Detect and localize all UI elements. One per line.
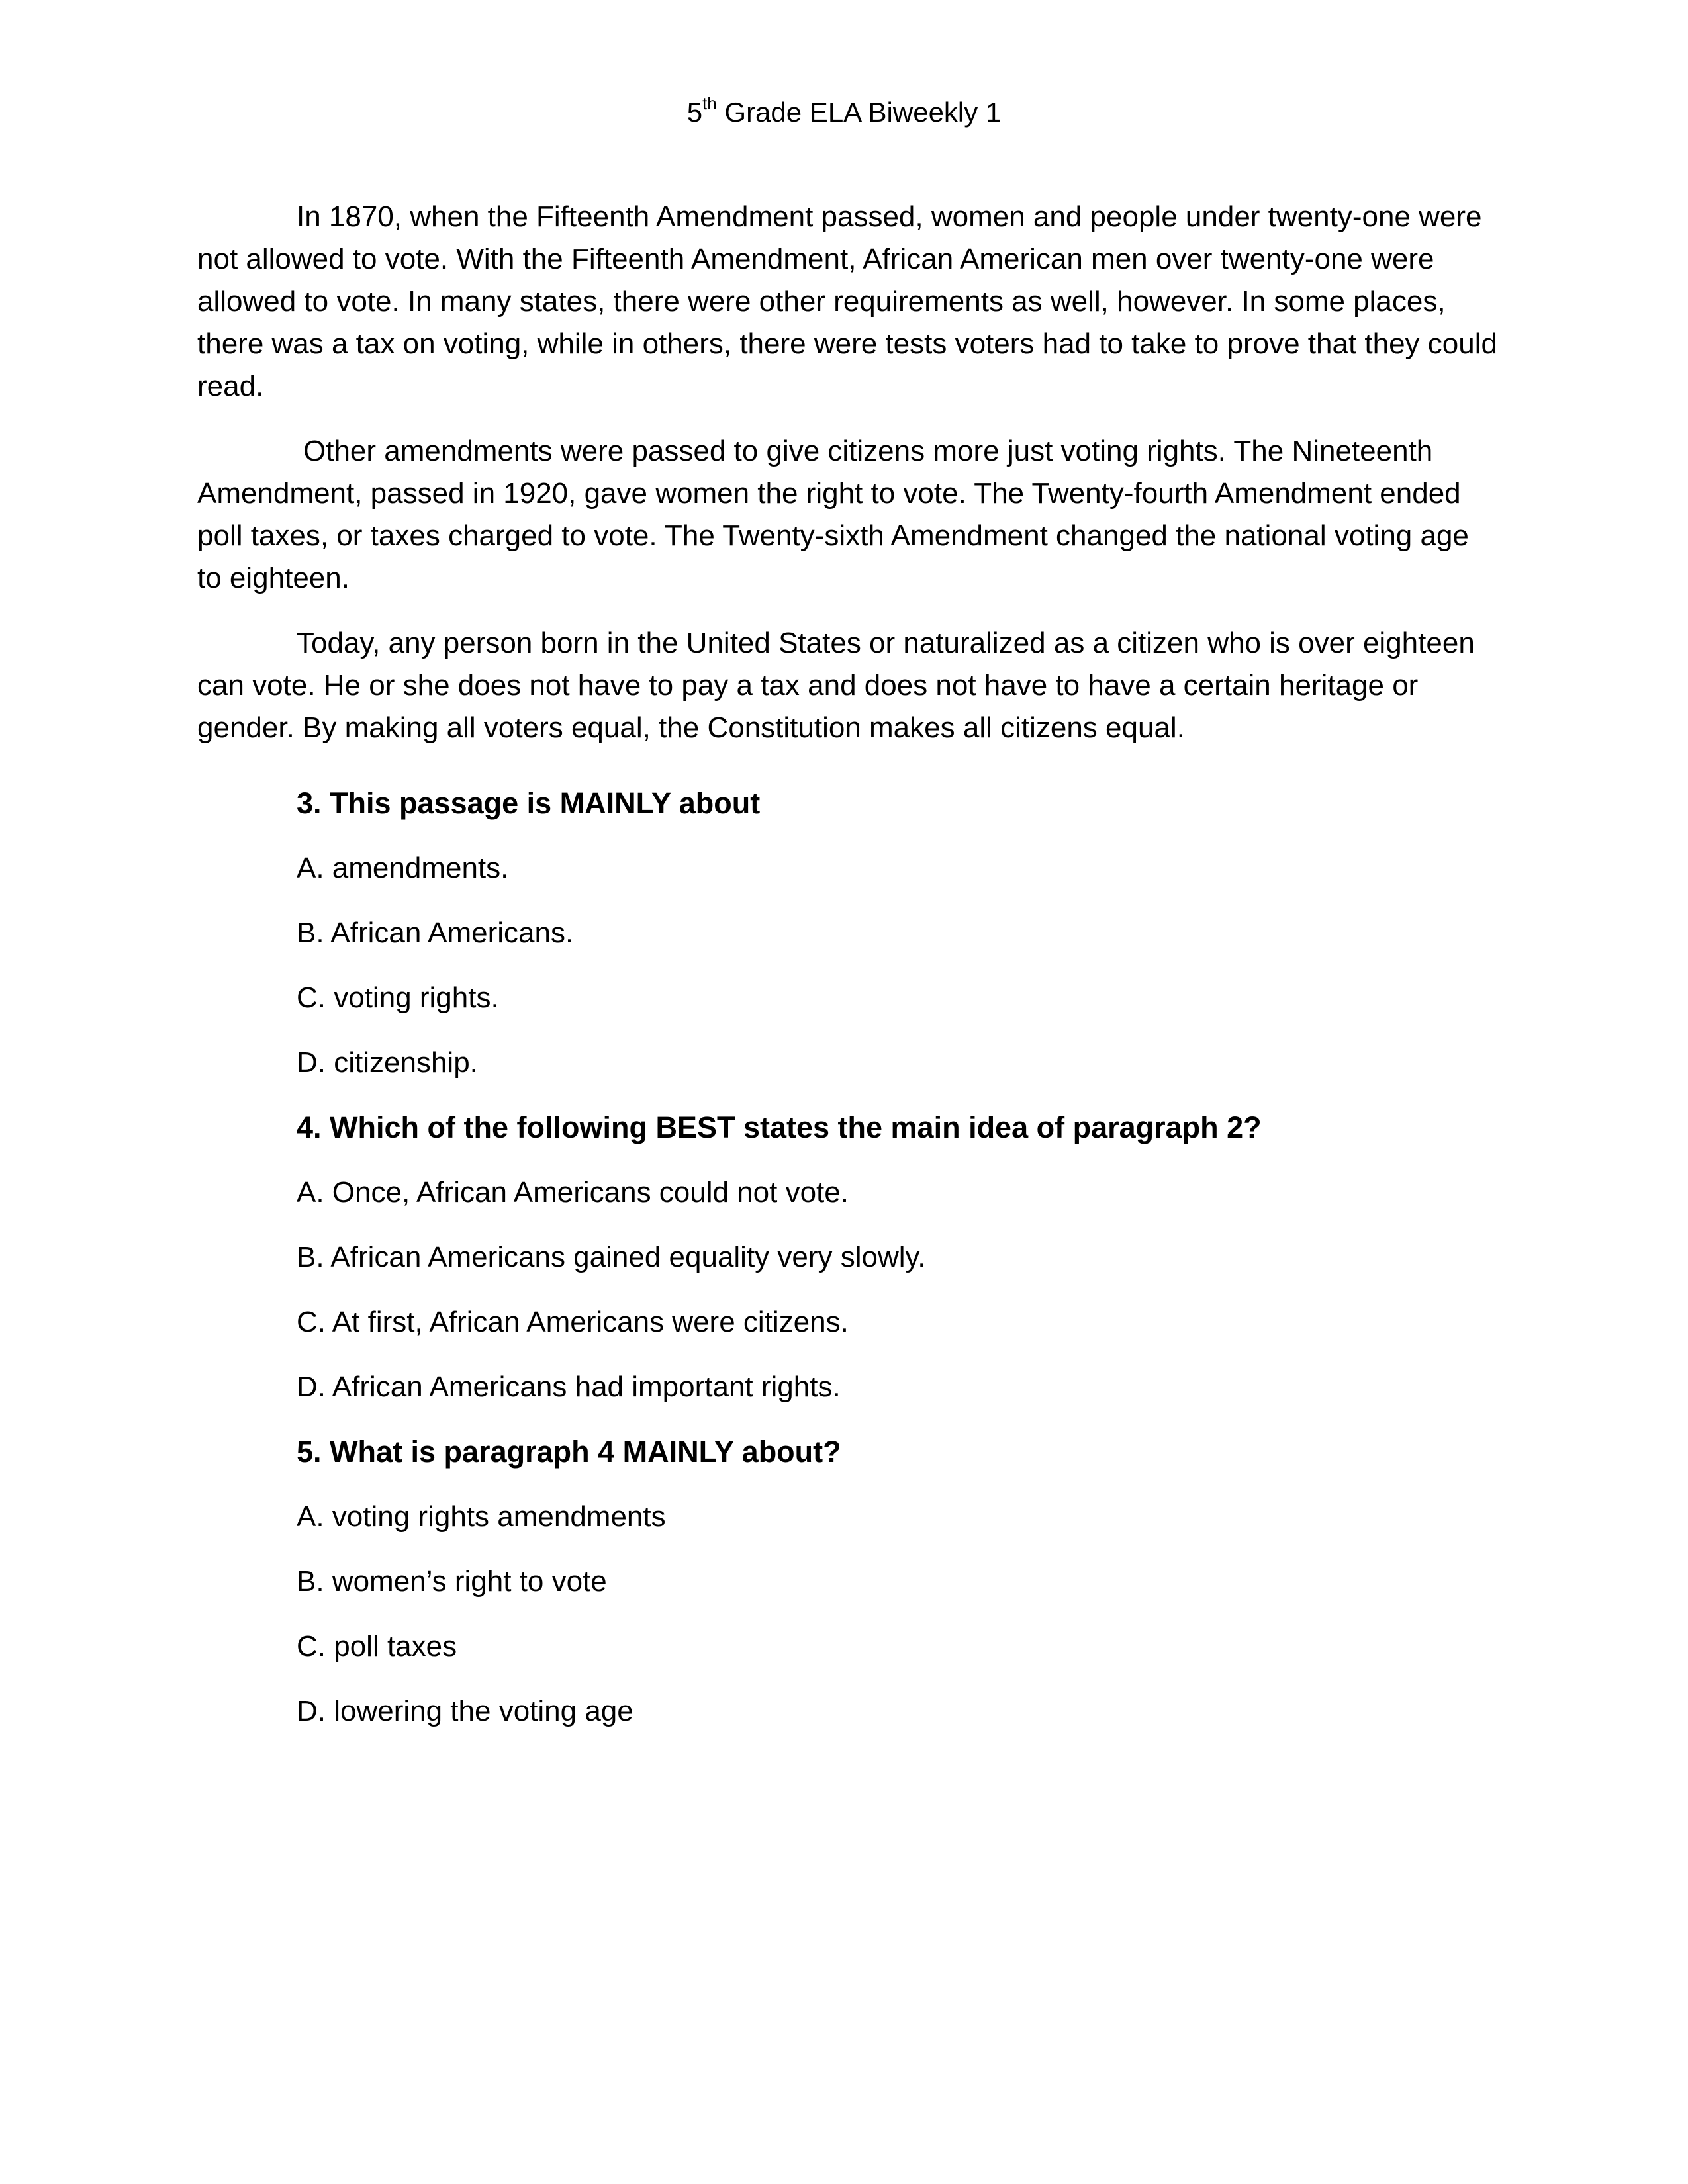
question-4-option-c: C. At first, African Americans were citizens. — [297, 1306, 849, 1338]
question-list — [297, 782, 1488, 1755]
page-header — [0, 93, 1688, 132]
header-title: Grade ELA Biweekly 1 — [716, 97, 1002, 128]
question-5-prompt: 5. What is paragraph 4 MAINLY about? — [297, 1435, 841, 1469]
question-3-option-d: D. citizenship. — [297, 1046, 478, 1079]
question-3-option-b: B. African Americans. — [297, 917, 574, 949]
reading-passage — [197, 196, 1498, 772]
question-4-prompt: 4. Which of the following BEST states the main idea of paragraph 2? — [297, 1111, 1262, 1144]
passage-paragraph-2: Other amendments were passed to give citizens more just voting rights. The Nineteenth Amendment, passed in 1920, gave women the right to vote. The Twenty-fourth Amendment ended poll taxes, or taxes charged to vote. The Twenty-sixth Amendment changed the national voting age to eighteen. — [197, 435, 1469, 594]
passage-paragraph-3: Today, any person born in the United States or naturalized as a citizen who is over eighteen can vote. He or she does not have to pay a tax and does not have to have a certain heritage or gender. By making all voters equal, the Constitution makes all citizens equal. — [197, 627, 1475, 744]
header-grade-number: 5 — [686, 97, 703, 128]
header-superscript: th — [702, 93, 717, 113]
question-3-option-a: A. amendments. — [297, 852, 509, 884]
question-4-option-d: D. African Americans had important rights. — [297, 1371, 841, 1403]
question-5-option-b: B. women’s right to vote — [297, 1565, 607, 1598]
question-5-option-c: C. poll taxes — [297, 1630, 457, 1662]
question-4-option-a: A. Once, African Americans could not vote. — [297, 1176, 849, 1208]
passage-paragraph-1: In 1870, when the Fifteenth Amendment passed, women and people under twenty-one were not allowed to vote. With the Fifteenth Amendment, African American men over twenty-one were allowed to vote. In many states, there were other requirements as well, however. In some places, there was a tax on voting, while in others, there were tests voters had to take to prove that they could read. — [197, 201, 1497, 402]
question-5-option-d: D. lowering the voting age — [297, 1695, 633, 1727]
question-3-prompt: 3. This passage is MAINLY about — [297, 786, 761, 820]
question-3-option-c: C. voting rights. — [297, 981, 499, 1014]
question-5-option-a: A. voting rights amendments — [297, 1500, 666, 1533]
question-4-option-b: B. African Americans gained equality very slowly. — [297, 1241, 926, 1273]
